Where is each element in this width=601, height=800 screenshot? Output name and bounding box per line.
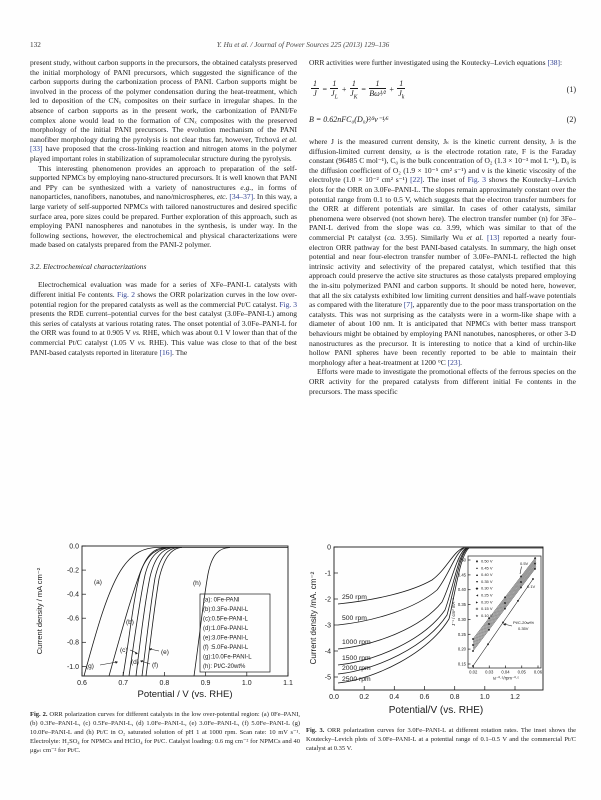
- svg-text:(a): 0Fe-PANI: (a): 0Fe-PANI: [203, 597, 240, 604]
- text-segment: Fig. 3.: [306, 727, 325, 734]
- text-segment: Electrochemical evaluation was made for a series of XFe–PANI-L catalysts with different initial Fe contents.: [30, 280, 297, 300]
- svg-text:0.25: 0.25: [457, 631, 466, 637]
- svg-text:0.50 V: 0.50 V: [481, 558, 493, 564]
- svg-text:0.2: 0.2: [359, 694, 370, 701]
- svg-text:-2: -2: [324, 596, 331, 604]
- svg-text:0.0: 0.0: [329, 694, 339, 701]
- text-segment: . The inset of: [422, 175, 468, 185]
- svg-text:0.9: 0.9: [200, 680, 211, 687]
- fig3-inset-legend: [475, 559, 493, 618]
- svg-text:0.40 V: 0.40 V: [481, 572, 493, 578]
- svg-text:500 rpm: 500 rpm: [342, 615, 367, 622]
- text-segment: :: [559, 58, 563, 67]
- text-segment: have proposed that the cross-linking reaction and nitrogen atoms in the polymer played important roles in stabilization of supramolecular structure during the pyrolysis.: [30, 144, 297, 163]
- svg-text:-0.2: -0.2: [66, 567, 79, 575]
- paragraph: [309, 137, 576, 367]
- svg-text:-1.0: -1.0: [66, 663, 79, 671]
- citation-link[interactable]: [33]: [30, 144, 43, 154]
- text-segment: Efforts were made to investigate the promotional effects of the ferrous species on the ORR activity for the prepared catalysts from different initial Fe contents in the precursors. The mass specific: [309, 367, 576, 396]
- svg-text:▲: ▲: [475, 573, 479, 578]
- fig3-inset-y-axis-label: J⁻¹ / cm² mA⁻¹: [451, 598, 456, 626]
- svg-text:0: 0: [327, 544, 331, 552]
- svg-text:(b):0.3Fe-PANI-L: (b):0.3Fe-PANI-L: [203, 607, 249, 613]
- fig2-x-axis-label: Potential / V (vs. RHE): [137, 689, 233, 700]
- svg-text:★: ★: [475, 613, 479, 618]
- citation-link[interactable]: [38]: [547, 58, 560, 67]
- svg-text:⊕: ⊕: [475, 607, 479, 612]
- citation-link[interactable]: [13]: [486, 233, 500, 243]
- svg-text:■: ■: [475, 559, 479, 564]
- svg-text:(h): (h): [193, 580, 201, 587]
- svg-text:0.06: 0.06: [533, 669, 543, 675]
- svg-text:0.02: 0.02: [469, 669, 478, 675]
- fraction: $\frac{1}{\text{Bω¹⁄²}}$: [369, 78, 386, 99]
- svg-text:0.03: 0.03: [485, 669, 494, 675]
- paragraph: [309, 367, 576, 396]
- svg-text:0.35 V: 0.35 V: [481, 578, 493, 584]
- text-segment: et al.: [281, 134, 297, 144]
- text-segment: . In this way, a large variety of self-supported NPMCs with tailored nanostructures and desired specific surface area, pore sizes could be prepared. Further exploration of this approach, such as employing PANI nanospheres and nanotubes in the synthesis, is under way. In the following sections, however, the electrochemical and physical characterizations were made based on catalysts prepared from the PANI-2 polymer.: [30, 192, 298, 250]
- svg-text:●: ●: [475, 566, 479, 571]
- fig3-inset-x-axis-label: ω⁻⁰·⁵/rpm⁻⁰·⁵: [492, 675, 520, 681]
- svg-text:-1: -1: [324, 570, 331, 578]
- left-column: [30, 58, 297, 357]
- text-segment: . The: [171, 347, 188, 357]
- fraction: $\frac{1}{J_k}$: [398, 78, 405, 101]
- svg-text:1000 rpm: 1000 rpm: [342, 639, 371, 646]
- fig2-curve-labels: [86, 579, 201, 670]
- fig3-inset: [451, 556, 543, 681]
- fig2-y-axis-label: Current density / mA cm⁻²: [35, 567, 44, 655]
- svg-text:(c): (c): [120, 647, 128, 654]
- svg-text:0.30: 0.30: [457, 616, 466, 622]
- svg-text:0.25 V: 0.25 V: [481, 592, 493, 598]
- fig2-y-tick-labels: [67, 543, 79, 670]
- citation-link[interactable]: [7]: [403, 300, 413, 310]
- text-segment: etc.: [216, 192, 228, 202]
- svg-text:0.15 V: 0.15 V: [481, 606, 493, 612]
- svg-text:0.4: 0.4: [389, 694, 400, 701]
- citation-link[interactable]: [16]: [159, 347, 172, 357]
- svg-text:1.0: 1.0: [479, 694, 490, 701]
- text-segment: , apparently due to the poor mass transportation on the catalysts. This was not surprising as the catalysts were in a worm-like shape with a diameter of about 100 nm. It is anticipated that NPMCs with better mass transport behaviours might be obtained by employing PANI nanotubes, nanospheres, or other 3-D nanostructures as the precursor. It is interesting to notice that a kind of urchin-like hollow PANI spheres have been recently reported to be able to maintain their morphology after a heat-treatment at 1200 °C: [309, 300, 576, 367]
- paragraph: [30, 164, 297, 250]
- svg-text:0.05: 0.05: [517, 669, 526, 675]
- svg-text:0.6: 0.6: [77, 680, 87, 687]
- curve-d: [136, 548, 175, 677]
- svg-text:0.30 V: 0.30 V: [481, 585, 493, 591]
- text-segment: vs.: [137, 338, 146, 348]
- right-column: [309, 58, 576, 396]
- fig2-plot: [30, 540, 300, 704]
- page-header: [30, 41, 576, 49]
- equation-number: (1): [566, 85, 576, 95]
- fig3-x-axis-label: Potential/V (vs. RHE): [388, 705, 484, 716]
- svg-text:(e): (e): [161, 649, 169, 656]
- svg-text:0.40: 0.40: [457, 587, 466, 593]
- svg-text:0.8: 0.8: [449, 694, 460, 701]
- fig2-x-tick-labels: [77, 680, 293, 687]
- fig3-inset-y-tick-labels: [458, 558, 467, 667]
- svg-text:2000 rpm: 2000 rpm: [342, 665, 371, 672]
- svg-text:-4: -4: [324, 648, 331, 656]
- text-segment: presents the RDE current–potential curves for the best catalyst (3.0Fe–PANI-L) among this series of catalysts at various rotating rates. The onset potential of 3.0Fe–PANI-L for the ORR was found to at 0.905 V: [30, 309, 297, 338]
- svg-text:-0.6: -0.6: [66, 615, 79, 623]
- text-segment: shows the Koutecky–Levich plots for the ORR on 3.0Fe–PANI-L. The slopes remain approximately constant over the potential range from 0.1 to 0.5 V, which suggests that the electron transfer numbers for the ORR at different potentials are similar. In cases of other catalysts, similar phenomena were observed (not shown here). The electron transfer number (n) for 3Fe–PANI-L derived from the slope was: [309, 175, 577, 233]
- text-segment: ca.: [387, 233, 397, 243]
- fig3-y-axis-label: Current density /mA. cm⁻²: [309, 571, 318, 665]
- svg-text:1500 rpm: 1500 rpm: [342, 655, 371, 662]
- svg-text:(g):10.0Fe-PANI-L: (g):10.0Fe-PANI-L: [203, 654, 252, 661]
- curve-e: [146, 548, 182, 677]
- svg-text:0.5V: 0.5V: [520, 561, 529, 566]
- equation-body: B = 0.62nFC₀(D₀)²⁄³ν⁻¹⁄⁶: [309, 114, 389, 124]
- equation-number: (2): [566, 114, 576, 124]
- svg-text:0.45 V: 0.45 V: [481, 565, 493, 571]
- svg-text:(a): (a): [94, 579, 102, 586]
- section-heading: 3.2. Electrochemical characterizations: [30, 261, 147, 271]
- curve-c: [129, 548, 172, 677]
- citation-link[interactable]: Fig. 3: [279, 299, 297, 309]
- svg-text:(f) :5.0Fe-PANI-L: (f) :5.0Fe-PANI-L: [203, 645, 249, 651]
- svg-text:0.35: 0.35: [457, 602, 466, 608]
- text-segment: This interesting phenomenon provides an approach to preparation of the self-supported NPMCs by employing nano-structured precursors. It is well known that PANI and PPy can be synthesized with a variety of nanostructures: [30, 163, 297, 192]
- fig3-inset-x-tick-labels: [469, 670, 543, 675]
- svg-text:(d): (d): [131, 659, 139, 666]
- svg-text:0.20: 0.20: [457, 646, 466, 652]
- curve-g: [109, 548, 170, 677]
- svg-text:0.10 V: 0.10 V: [481, 612, 493, 618]
- fig3-x-tick-labels: [329, 694, 520, 701]
- text-segment: ORR polarization curves for different catalysts in the low over-potential region: (a) 0Fe–PANI, (b) 0.3Fe–PANI-L, (c) 0.5Fe–PANI-L, (d) 1.0Fe–PANI-L, (e) 3.0Fe–PANI-L, (f) 5.0Fe–PANI-L (g) 10.0Fe–PANI-L and (h) Pt/C in O₂ saturated solution of pH 1 at 1000 rpm. Scan rate: 10 mV s⁻¹. Electrolyte: H₂SO₄ for NPMCs and HClO₄ for Pt/C. Catalyst loading: 0.6 mg cm⁻² for NPMCs and 40 μgₚₜ cm⁻² for Pt/C.: [30, 711, 300, 754]
- figure-2: [30, 540, 300, 755]
- svg-text:1.2: 1.2: [510, 694, 520, 701]
- paragraph: [30, 58, 297, 164]
- svg-text:1.0: 1.0: [241, 680, 252, 687]
- text-segment: ORR activities were further investigated using the Koutecky–Levich equations: [309, 58, 548, 67]
- svg-text:0.35V: 0.35V: [518, 626, 529, 631]
- curve-1500rpm: [338, 548, 467, 665]
- text-segment: ca.: [433, 223, 443, 233]
- svg-text:0.50: 0.50: [457, 557, 466, 563]
- svg-text:-5: -5: [324, 674, 331, 682]
- paragraph: [30, 280, 297, 357]
- text-segment: et al.: [466, 233, 484, 243]
- text-segment: reported a nearly four-electron ORR pathway for the best PANI-based catalysts. In summary, the high onset potential and near four-electron transfer number of 3.0Fe–PANI-L reflected the high intrinsic activity and selectivity of the prepared catalyst, which testified that this approach could preserve the active site structures as those catalysts prepared employing the in-situ polymerized PANI and carbon supports. It should be noted here, however, that all the six catalysts exhibited low limiting current densities and half-wave potentials as compared with the literature: [309, 233, 577, 310]
- text-segment: Fig. 2.: [30, 711, 48, 718]
- text-segment: present study, without carbon supports in the precursors, the obtained catalysts preserved the initial morphology of PANI precursors, which suggested the significance of the carbon supports during the carbonization process of PANI. Carbon supports might be involved in the process of the polymer condensation during the heat-treatment, which led to deposition of the CNₓ composites on their surface in irregular shapes. In the absence of carbon supports as in the present work, the carbonization of PANI/Fe complex alone would lead to the formation of CNₓ composites with the preserved morphology of the initial PANI precursors. The evolution mechanism of the PANI nanofiber morphology during the pyrolysis is not clear thus far, however, Trchová: [30, 58, 297, 144]
- svg-text:0.6: 0.6: [419, 694, 430, 701]
- svg-text:-0.8: -0.8: [66, 639, 79, 647]
- text-segment: 3.95). Similarly Wu: [396, 233, 467, 243]
- svg-text:(e):3.0Fe-PANI-L: (e):3.0Fe-PANI-L: [203, 635, 249, 642]
- fig3-caption: [306, 726, 576, 753]
- citation-link[interactable]: Fig. 2: [117, 290, 136, 300]
- fig3-rpm-labels: [342, 594, 371, 683]
- fraction: $\frac{1}{J_K}$: [350, 78, 358, 101]
- svg-text:1.1: 1.1: [283, 680, 293, 687]
- svg-text:2500 rpm: 2500 rpm: [342, 676, 371, 683]
- text-segment: .: [460, 357, 462, 367]
- text-segment: 3.99, which was similar to that of the commercial Pt catalyst (: [309, 223, 576, 243]
- svg-text:0.8: 0.8: [159, 680, 170, 687]
- svg-text:(f): (f): [152, 662, 159, 669]
- text-segment: shows the ORR polarization curves in the low over-potential region for the prepared catalysts as well as the commercial Pt/C catalyst.: [30, 290, 297, 309]
- svg-text:(d):1.0Fe-PANI-L: (d):1.0Fe-PANI-L: [203, 626, 249, 632]
- paragraph: [309, 58, 576, 68]
- curve-500rpm: [338, 548, 464, 625]
- running-title: Y. Hu et al. / Journal of Power Sources 225 (2013) 129–136: [216, 41, 390, 49]
- svg-text:0.20 V: 0.20 V: [481, 599, 493, 605]
- svg-text:(h): Pt/C-20wt%: (h): Pt/C-20wt%: [203, 664, 246, 670]
- equation-1: $\frac{1}{J}$ = $\frac{1}{J_L}$ + $\frac{1}{J_K}$ = $\frac{1}{\text{Bω¹⁄²}}$ + $\frac{1}{J_k}$ (1): [313, 78, 576, 101]
- svg-text:(b): (b): [126, 619, 134, 626]
- svg-text:◆: ◆: [475, 586, 479, 591]
- svg-text:►: ►: [475, 600, 479, 605]
- text-segment: ORR polarization curves for 3.0Fe–PANI-L at different rotation rates. The inset shows the Koutecky–Levich plots of 3.0Fe–PANI-L at a potential range of 0.1–0.5 V and the commercial Pt/C catalyst at 0.35 V.: [306, 727, 576, 752]
- svg-text:250 rpm: 250 rpm: [342, 594, 367, 601]
- svg-text:0.04: 0.04: [501, 669, 510, 675]
- fig3-y-tick-labels: [325, 544, 331, 681]
- page-number: 132: [30, 41, 41, 49]
- text-segment: RHE). This value was close to that of the best PANI-based catalysts reported in literature: [30, 338, 297, 357]
- svg-text:Pt/C-20wt%: Pt/C-20wt%: [513, 620, 535, 625]
- text-segment: where J is the measured current density, Jₖ is the kinetic current density, Jₗ is the diffusion-limited current density, ω is the electrode rotation rate, F is the Faraday constant (96485 C mol⁻¹), C₀ is the bulk concentration of O₂ (1.3 × 10⁻³ mol L⁻¹), D₀ is the diffusion coefficient of O₂ (1.9 × 10⁻⁵ cm² s⁻¹) and ν is the kinetic viscosity of the electrolyte (1.0 × 10⁻² cm² s⁻¹): [309, 137, 576, 185]
- equation-2: [309, 115, 576, 125]
- svg-text:0.1V: 0.1V: [527, 584, 536, 589]
- text-segment: , in forms of nanoparticles, nanofibers, nanotubes, and nano/microspheres,: [30, 182, 297, 202]
- svg-text:(c):0.5Fe-PANI-L: (c):0.5Fe-PANI-L: [203, 616, 248, 623]
- fraction: $\frac{1}{J}$: [313, 78, 317, 99]
- citation-link[interactable]: [23]: [447, 357, 461, 367]
- text-segment: vs.: [132, 328, 141, 338]
- svg-text:0.15: 0.15: [457, 661, 466, 667]
- citation-link[interactable]: [22]: [410, 175, 423, 185]
- text-segment: e.g.: [240, 182, 252, 192]
- svg-text:-0.4: -0.4: [66, 591, 79, 599]
- svg-text:◄: ◄: [475, 593, 479, 598]
- svg-text:0.45: 0.45: [457, 572, 466, 578]
- text-segment: RHE, which was about 0.1 V lower than that of the commercial Pt/C catalyst (1.05 V: [30, 328, 298, 348]
- fraction: $\frac{1}{J_L}$: [331, 78, 338, 101]
- figure-3: [306, 540, 576, 753]
- svg-text:(g): (g): [86, 663, 94, 670]
- svg-text:0.7: 0.7: [118, 680, 129, 687]
- fig3-plot: [306, 540, 576, 720]
- svg-text:-3: -3: [324, 622, 331, 630]
- svg-text:0.0: 0.0: [69, 543, 79, 551]
- citation-link[interactable]: [34–37]: [229, 192, 254, 202]
- citation-link[interactable]: Fig. 3: [467, 175, 487, 185]
- svg-text:▼: ▼: [475, 579, 479, 584]
- fig2-caption: [30, 710, 300, 755]
